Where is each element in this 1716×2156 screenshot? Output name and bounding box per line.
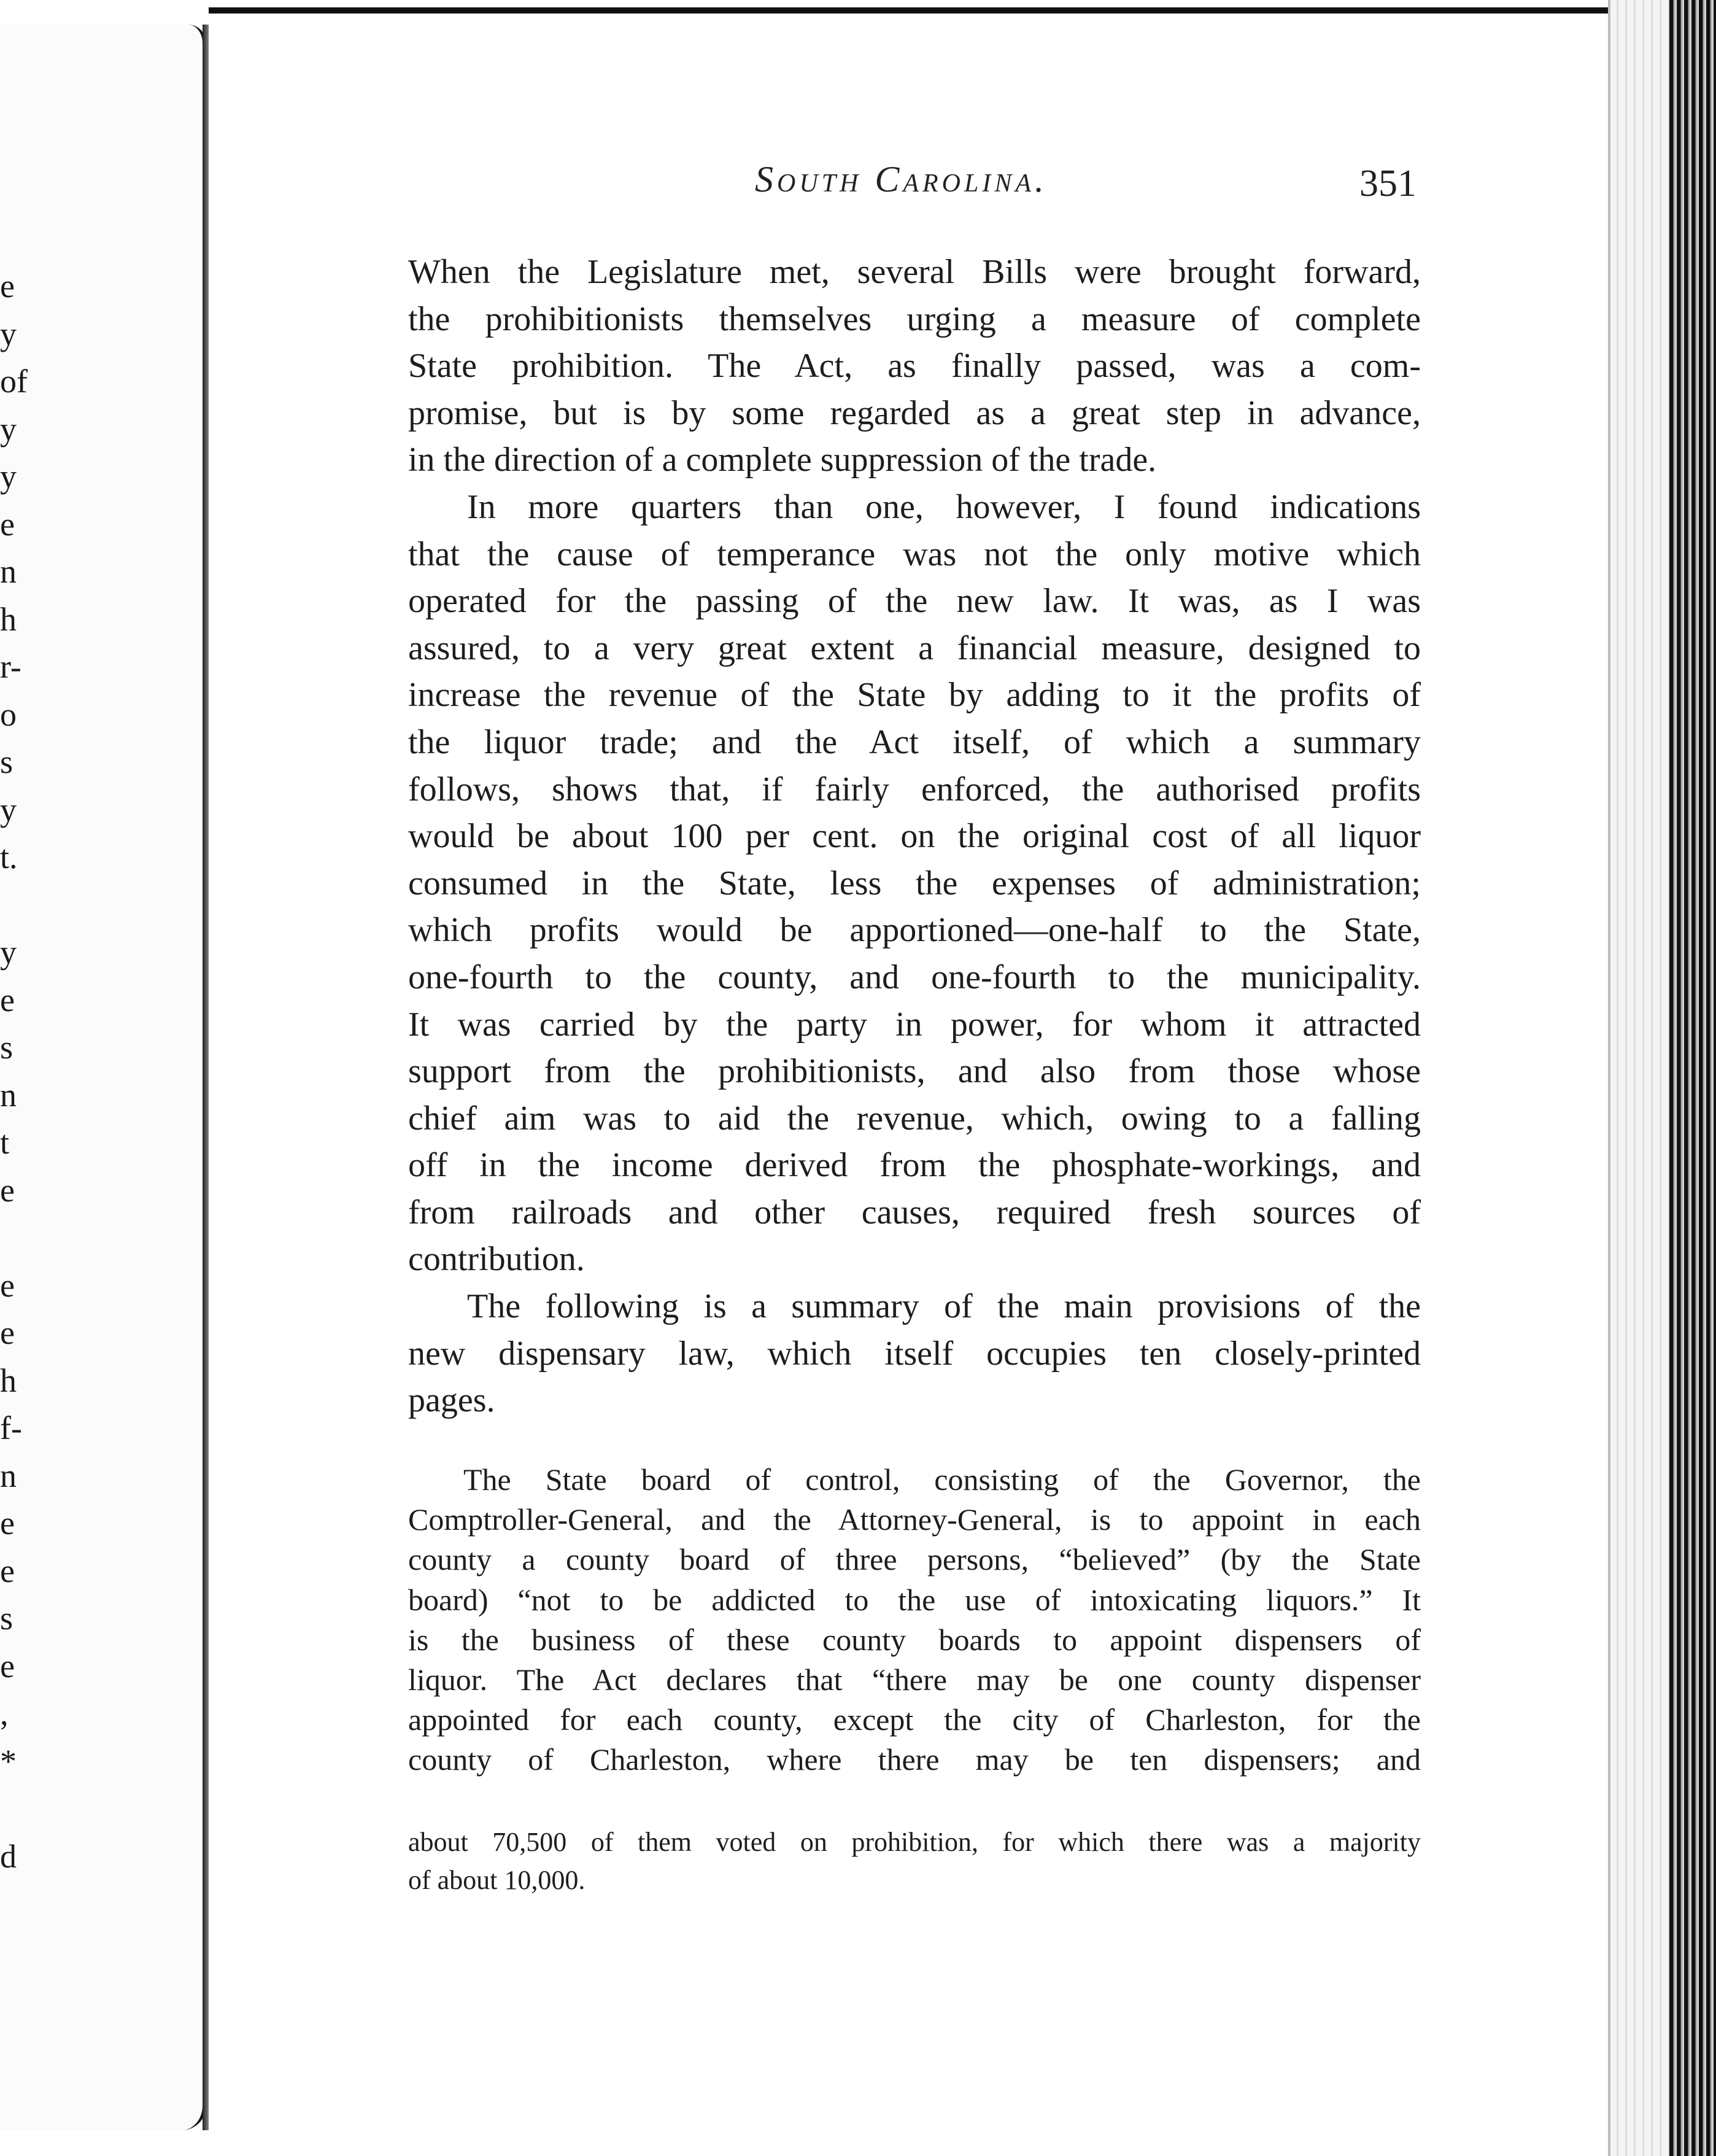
text-line: the liquor trade; and the Act itself, of which a summary	[408, 723, 1421, 761]
summary-line: county of Charleston, where there may be ten dispensers; and	[408, 1742, 1421, 1777]
text-line: contribution.	[408, 1240, 585, 1279]
text-line: assured, to a very great extent a financial measure, designed to	[408, 629, 1421, 667]
left-page-letter: s	[0, 743, 14, 780]
left-page-letter: e	[0, 1505, 15, 1541]
left-page-letter: e	[0, 1552, 15, 1589]
text-line: in the direction of a complete suppression of the trade.	[408, 441, 1157, 479]
summary-line: The State board of control, consisting of the Governor, the	[463, 1462, 1421, 1497]
left-page-letter	[0, 1785, 25, 1833]
summary-block	[408, 1460, 1421, 1780]
footnote	[408, 1823, 1421, 1899]
text-line: the prohibitionists themselves urging a measure of complete	[408, 300, 1421, 338]
text-line: off in the income derived from the phosphate-workings, and	[408, 1146, 1421, 1185]
footnote-line: of about 10,000.	[408, 1865, 586, 1895]
left-page-letter: e	[0, 268, 15, 304]
text-line: follows, shows that, if fairly enforced, the authorised profits	[408, 770, 1421, 808]
paragraph	[408, 249, 1421, 484]
left-page-letter: e	[0, 981, 15, 1018]
text-line: which profits would be apportioned—one-half to the State,	[408, 911, 1421, 950]
left-page-letter-column	[0, 263, 28, 1880]
left-page-letter: y	[0, 791, 17, 828]
left-page-letter: y	[0, 410, 17, 448]
left-page-letter	[0, 882, 25, 929]
text-line: support from the prohibitionists, and also from those whose	[408, 1052, 1421, 1091]
text-line: The following is a summary of the main provisions of the	[467, 1287, 1421, 1326]
left-page-letter: o	[0, 696, 17, 733]
left-page-letter: s	[0, 1029, 14, 1066]
running-head: South Carolina.	[755, 159, 1048, 200]
paragraph	[408, 484, 1421, 1283]
left-page-letter: y	[0, 315, 17, 352]
text-line: from railroads and other causes, required fresh sources of	[408, 1193, 1421, 1231]
left-page-letter: y	[0, 934, 17, 971]
summary-line: county a county board of three persons, “believed” (by the State	[408, 1542, 1421, 1577]
page-number: 351	[1359, 163, 1416, 204]
summary-line: liquor. The Act declares that “there may be one county dispenser	[408, 1662, 1421, 1697]
paragraph	[408, 1283, 1421, 1424]
summary-line: Comptroller-General, and the Attorney-General, is to appoint in each	[408, 1502, 1421, 1537]
summary-line: board) “not to be addicted to the use of intoxicating liquors.” It	[408, 1582, 1421, 1617]
left-page-letter: of	[0, 363, 28, 400]
text-line: chief aim was to aid the revenue, which, owing to a falling	[408, 1099, 1421, 1138]
left-page-letter: y	[0, 458, 17, 495]
left-page-letter: t	[0, 1124, 10, 1161]
left-page-letter: d	[0, 1837, 17, 1875]
left-page-letter: *	[0, 1742, 17, 1780]
left-page-letter: e	[0, 505, 15, 543]
left-page-letter: n	[0, 1457, 17, 1494]
summary-line: appointed for each county, except the city of Charleston, for the	[408, 1702, 1421, 1737]
left-page-letter: e	[0, 1647, 15, 1685]
left-page-letter: h	[0, 600, 17, 638]
summary-line: is the business of these county boards to appoint dispensers of	[408, 1622, 1421, 1657]
text-line: one-fourth to the county, and one-fourth to the municipality.	[408, 958, 1421, 996]
left-page-letter: e	[0, 1171, 15, 1209]
left-page-letter: h	[0, 1362, 17, 1399]
text-line: that the cause of temperance was not the only motive which	[408, 535, 1421, 573]
left-page-letter	[0, 1214, 25, 1262]
left-page-letter: r-	[0, 648, 21, 685]
left-page-letter: ,	[0, 1695, 9, 1732]
left-page-letter: e	[0, 1266, 15, 1304]
text-line: increase the revenue of the State by adding to it the profits of	[408, 676, 1421, 715]
footnote-line: about 70,500 of them voted on prohibition, for which there was a majority	[408, 1827, 1421, 1857]
book-cover-edge	[1669, 0, 1716, 2156]
left-page-letter: n	[0, 1076, 17, 1114]
text-line: When the Legislature met, several Bills were brought forward,	[408, 253, 1421, 291]
text-line: pages.	[408, 1381, 495, 1420]
left-page-letter: f-	[0, 1410, 22, 1446]
left-page-letter: s	[0, 1600, 14, 1637]
left-facing-page	[0, 25, 206, 2130]
left-page-letter: t.	[0, 839, 18, 875]
text-line: would be about 100 per cent. on the original cost of all liquor	[408, 817, 1421, 856]
text-line: consumed in the State, less the expenses of administration;	[408, 864, 1421, 902]
text-line: State prohibition. The Act, as finally passed, was a com-	[408, 347, 1421, 386]
text-line: new dispensary law, which itself occupies ten closely-printed	[408, 1334, 1421, 1373]
left-page-letter: e	[0, 1314, 15, 1351]
text-line: promise, but is by some regarded as a great step in advance,	[408, 394, 1421, 432]
left-page-letter: n	[0, 553, 17, 590]
text-line: operated for the passing of the new law. It was, as I was	[408, 582, 1421, 621]
text-line: In more quarters than one, however, I found indications	[467, 487, 1421, 526]
body-text	[408, 249, 1421, 1424]
text-line: It was carried by the party in power, for whom it attracted	[408, 1005, 1421, 1044]
